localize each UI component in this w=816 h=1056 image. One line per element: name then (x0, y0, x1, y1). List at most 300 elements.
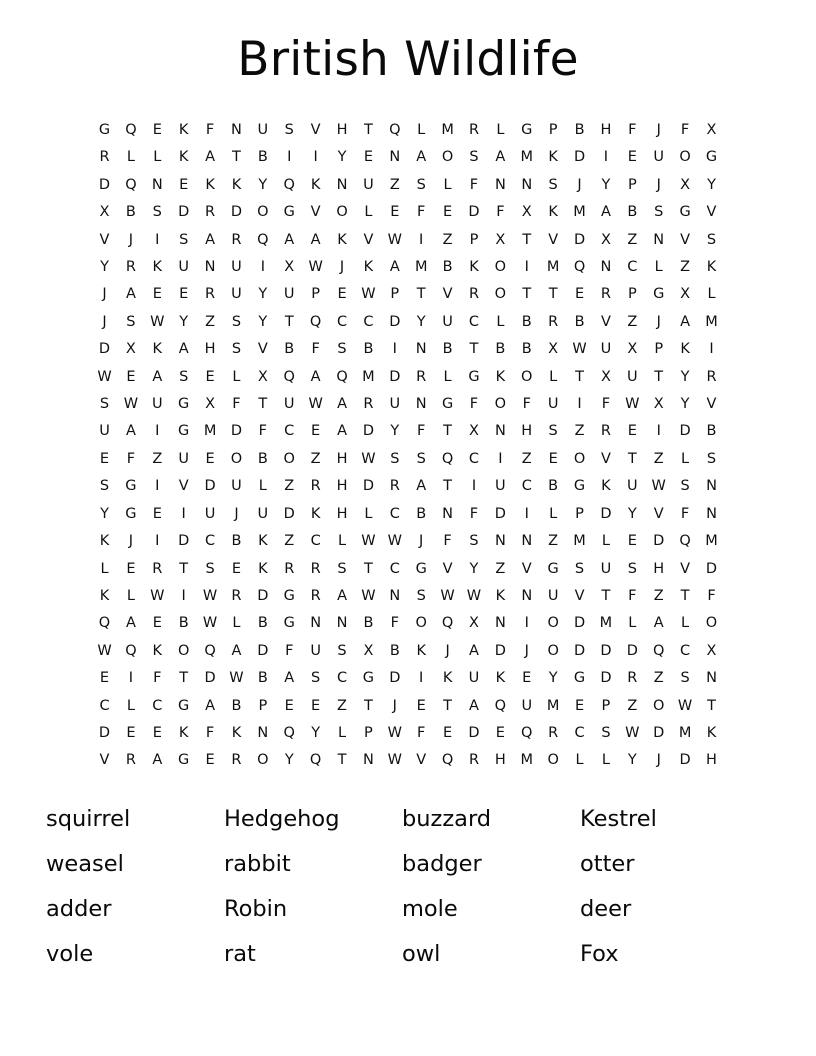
puzzle-cell[interactable]: V (442, 560, 453, 577)
puzzle-cell[interactable]: T (443, 423, 453, 440)
puzzle-cell[interactable]: N (231, 122, 242, 138)
puzzle-cell[interactable]: K (178, 149, 189, 166)
puzzle-cell[interactable]: L (681, 615, 690, 632)
word-list-item[interactable]: rat (224, 941, 256, 967)
puzzle-cell[interactable]: V (178, 478, 189, 495)
puzzle-cell[interactable]: X (257, 368, 268, 385)
puzzle-cell[interactable]: C (521, 478, 532, 495)
puzzle-cell[interactable]: F (469, 505, 479, 522)
puzzle-cell[interactable]: L (126, 149, 135, 166)
puzzle-cell[interactable]: S (284, 122, 294, 138)
puzzle-cell[interactable]: Y (337, 149, 347, 166)
puzzle-cell[interactable]: F (258, 423, 268, 440)
puzzle-cell[interactable]: E (311, 697, 321, 714)
puzzle-cell[interactable]: R (205, 204, 216, 221)
puzzle-cell[interactable]: J (419, 533, 424, 550)
puzzle-cell[interactable]: S (337, 642, 347, 659)
puzzle-cell[interactable]: D (573, 642, 586, 659)
puzzle-cell[interactable]: M (362, 368, 375, 385)
puzzle-cell[interactable]: S (390, 450, 400, 467)
puzzle-cell[interactable]: R (468, 752, 480, 769)
puzzle-cell[interactable]: P (390, 286, 400, 303)
puzzle-cell[interactable]: L (126, 697, 135, 714)
puzzle-cell[interactable]: D (362, 423, 374, 440)
puzzle-cell[interactable]: E (627, 149, 637, 166)
puzzle-cell[interactable]: S (311, 670, 321, 687)
puzzle-cell[interactable]: W (150, 587, 165, 604)
puzzle-cell[interactable]: O (547, 642, 559, 659)
puzzle-cell[interactable]: X (521, 204, 532, 221)
puzzle-cell[interactable]: K (495, 670, 506, 687)
puzzle-cell[interactable]: C (336, 670, 348, 687)
puzzle-cell[interactable]: R (310, 587, 321, 604)
puzzle-cell[interactable]: Y (416, 313, 426, 330)
puzzle-cell[interactable]: B (548, 478, 559, 495)
puzzle-cell[interactable]: W (466, 587, 482, 604)
puzzle-cell[interactable]: B (389, 642, 400, 659)
puzzle-cell[interactable]: D (653, 724, 665, 741)
puzzle-cell[interactable]: D (653, 533, 665, 550)
puzzle-cell[interactable]: D (626, 642, 638, 659)
puzzle-cell[interactable]: I (155, 478, 160, 495)
puzzle-cell[interactable]: C (574, 724, 585, 741)
puzzle-cell[interactable]: Y (680, 368, 690, 385)
puzzle-cell[interactable]: E (179, 286, 189, 303)
puzzle-cell[interactable]: C (363, 313, 374, 330)
puzzle-cell[interactable]: A (389, 259, 400, 276)
puzzle-cell[interactable]: L (443, 176, 452, 193)
puzzle-cell[interactable]: V (680, 231, 691, 248)
puzzle-cell[interactable]: L (443, 368, 452, 385)
puzzle-cell[interactable]: P (311, 286, 320, 303)
puzzle-cell[interactable]: Z (442, 231, 453, 248)
puzzle-cell[interactable]: D (362, 478, 374, 495)
word-list-item[interactable]: buzzard (402, 806, 492, 832)
puzzle-cell[interactable]: Z (205, 313, 216, 330)
puzzle-cell[interactable]: E (548, 450, 558, 467)
puzzle-cell[interactable]: E (205, 368, 215, 385)
puzzle-cell[interactable]: I (155, 231, 160, 248)
puzzle-cell[interactable]: K (680, 341, 690, 358)
puzzle-cell[interactable]: R (627, 670, 638, 687)
puzzle-cell[interactable]: D (98, 176, 111, 193)
puzzle-cell[interactable]: H (336, 450, 348, 467)
puzzle-cell[interactable]: Z (284, 533, 295, 550)
puzzle-cell[interactable]: K (363, 259, 374, 276)
puzzle-cell[interactable]: W (361, 533, 376, 550)
puzzle-cell[interactable]: M (546, 697, 560, 714)
puzzle-cell[interactable]: Q (521, 724, 533, 741)
puzzle-cell[interactable]: B (574, 122, 585, 138)
puzzle-cell[interactable]: Y (707, 176, 716, 193)
puzzle-cell[interactable]: B (257, 615, 268, 632)
puzzle-cell[interactable]: U (468, 670, 480, 687)
puzzle-cell[interactable]: Z (627, 313, 638, 330)
puzzle-cell[interactable]: S (706, 450, 717, 467)
puzzle-cell[interactable]: E (627, 423, 637, 440)
puzzle-cell[interactable]: P (548, 122, 558, 138)
puzzle-cell[interactable]: L (575, 752, 584, 769)
puzzle-cell[interactable]: U (283, 396, 295, 413)
puzzle-cell[interactable]: I (419, 231, 424, 248)
puzzle-cell[interactable]: D (389, 670, 401, 687)
puzzle-cell[interactable]: K (178, 724, 189, 741)
puzzle-cell[interactable]: A (337, 587, 347, 604)
puzzle-cell[interactable]: G (98, 122, 111, 138)
puzzle-cell[interactable]: U (547, 587, 559, 604)
puzzle-cell[interactable]: A (653, 615, 664, 632)
puzzle-cell[interactable]: F (496, 204, 505, 221)
puzzle-cell[interactable]: F (680, 122, 690, 138)
puzzle-cell[interactable]: Z (627, 231, 638, 248)
puzzle-cell[interactable]: J (656, 122, 661, 138)
puzzle-cell[interactable]: T (707, 697, 716, 714)
puzzle-cell[interactable]: B (363, 341, 374, 358)
puzzle-cell[interactable]: K (99, 587, 110, 604)
puzzle-cell[interactable]: S (231, 313, 242, 330)
puzzle-cell[interactable]: S (152, 204, 162, 221)
puzzle-cell[interactable]: G (653, 286, 665, 303)
puzzle-cell[interactable]: U (363, 176, 374, 193)
puzzle-cell[interactable]: S (416, 176, 426, 193)
puzzle-cell[interactable]: G (178, 396, 190, 413)
puzzle-cell[interactable]: Q (679, 533, 691, 550)
puzzle-cell[interactable]: U (178, 450, 189, 467)
puzzle-cell[interactable]: A (205, 697, 216, 714)
puzzle-cell[interactable]: E (627, 533, 637, 550)
puzzle-cell[interactable]: I (128, 670, 134, 687)
puzzle-cell[interactable]: Y (548, 670, 558, 687)
puzzle-cell[interactable]: D (204, 478, 216, 495)
puzzle-cell[interactable]: C (468, 450, 480, 467)
puzzle-cell[interactable]: L (549, 368, 558, 385)
puzzle-cell[interactable]: E (390, 204, 400, 221)
puzzle-cell[interactable]: K (495, 368, 506, 385)
puzzle-cell[interactable]: S (601, 724, 611, 741)
puzzle-cell[interactable]: X (680, 176, 691, 193)
puzzle-cell[interactable]: W (202, 615, 218, 632)
puzzle-cell[interactable]: C (389, 560, 400, 577)
puzzle-cell[interactable]: L (258, 478, 267, 495)
puzzle-cell[interactable]: S (205, 560, 215, 577)
puzzle-cell[interactable]: I (419, 670, 424, 687)
puzzle-cell[interactable]: M (546, 259, 560, 276)
puzzle-cell[interactable]: I (287, 149, 292, 166)
puzzle-cell[interactable]: R (468, 122, 480, 138)
puzzle-cell[interactable]: S (469, 149, 479, 166)
puzzle-cell[interactable]: B (442, 341, 453, 358)
puzzle-cell[interactable]: S (126, 313, 136, 330)
puzzle-cell[interactable]: M (441, 122, 454, 138)
puzzle-cell[interactable]: R (600, 286, 611, 303)
puzzle-cell[interactable]: U (600, 560, 612, 577)
word-list-item[interactable]: Robin (224, 896, 288, 922)
puzzle-cell[interactable]: J (445, 642, 450, 659)
puzzle-cell[interactable]: V (600, 313, 611, 330)
puzzle-cell[interactable]: D (600, 642, 612, 659)
puzzle-cell[interactable]: L (654, 259, 663, 276)
puzzle-cell[interactable]: R (99, 149, 110, 166)
puzzle-cell[interactable]: D (600, 505, 612, 522)
puzzle-cell[interactable]: C (680, 642, 691, 659)
puzzle-cell[interactable]: I (524, 615, 529, 632)
puzzle-cell[interactable]: R (363, 396, 374, 413)
puzzle-cell[interactable]: Y (601, 176, 611, 193)
puzzle-cell[interactable]: V (680, 560, 691, 577)
word-list-item[interactable]: adder (46, 896, 112, 922)
puzzle-cell[interactable]: A (205, 231, 216, 248)
word-list-item[interactable]: Kestrel (580, 806, 657, 832)
puzzle-cell[interactable]: M (678, 724, 692, 741)
puzzle-cell[interactable]: Z (653, 450, 664, 467)
puzzle-cell[interactable]: B (284, 341, 295, 358)
puzzle-cell[interactable]: L (496, 122, 505, 138)
puzzle-cell[interactable]: C (389, 505, 400, 522)
puzzle-cell[interactable]: I (603, 149, 609, 166)
puzzle-cell[interactable]: D (389, 313, 401, 330)
puzzle-cell[interactable]: Q (389, 122, 401, 138)
puzzle-cell[interactable]: D (573, 231, 586, 248)
puzzle-cell[interactable]: D (600, 670, 612, 687)
puzzle-cell[interactable]: Z (152, 450, 163, 467)
puzzle-cell[interactable]: Q (653, 642, 665, 659)
puzzle-cell[interactable]: A (152, 752, 163, 769)
puzzle-cell[interactable]: I (313, 149, 318, 166)
puzzle-cell[interactable]: O (705, 615, 718, 632)
puzzle-cell[interactable]: H (521, 423, 533, 440)
puzzle-cell[interactable]: V (442, 286, 453, 303)
puzzle-cell[interactable]: K (99, 533, 110, 550)
puzzle-cell[interactable]: A (205, 149, 216, 166)
puzzle-cell[interactable]: Y (311, 724, 321, 741)
puzzle-cell[interactable]: K (337, 231, 347, 248)
puzzle-cell[interactable]: Z (653, 670, 664, 687)
puzzle-cell[interactable]: O (679, 149, 691, 166)
puzzle-cell[interactable]: I (181, 505, 186, 522)
puzzle-cell[interactable]: U (178, 259, 189, 276)
puzzle-cell[interactable]: I (498, 450, 503, 467)
puzzle-cell[interactable]: O (283, 450, 295, 467)
puzzle-cell[interactable]: E (99, 450, 110, 467)
puzzle-cell[interactable]: E (126, 368, 136, 385)
puzzle-cell[interactable]: P (654, 341, 664, 358)
puzzle-cell[interactable]: S (416, 450, 426, 467)
puzzle-cell[interactable]: I (524, 505, 529, 522)
puzzle-cell[interactable]: U (99, 423, 110, 440)
puzzle-cell[interactable]: N (600, 259, 612, 276)
puzzle-cell[interactable]: Q (257, 231, 269, 248)
puzzle-cell[interactable]: E (99, 670, 110, 687)
word-list-item[interactable]: Fox (580, 941, 619, 967)
puzzle-cell[interactable]: N (706, 478, 717, 495)
puzzle-cell[interactable]: F (417, 423, 426, 440)
puzzle-cell[interactable]: N (706, 505, 717, 522)
puzzle-cell[interactable]: M (705, 533, 718, 550)
puzzle-cell[interactable]: G (178, 752, 190, 769)
puzzle-cell[interactable]: F (126, 450, 136, 467)
puzzle-cell[interactable]: T (232, 149, 241, 166)
puzzle-cell[interactable]: T (258, 396, 268, 413)
puzzle-cell[interactable]: I (181, 587, 186, 604)
puzzle-cell[interactable]: J (102, 286, 107, 303)
puzzle-cell[interactable]: K (152, 341, 163, 358)
puzzle-cell[interactable]: Z (284, 478, 295, 495)
puzzle-cell[interactable]: E (574, 697, 585, 714)
puzzle-cell[interactable]: T (337, 752, 347, 769)
puzzle-cell[interactable]: T (601, 587, 611, 604)
puzzle-cell[interactable]: N (494, 615, 506, 632)
puzzle-cell[interactable]: T (548, 286, 558, 303)
puzzle-cell[interactable]: B (231, 697, 242, 714)
puzzle-cell[interactable]: Q (309, 752, 322, 769)
puzzle-cell[interactable]: E (179, 176, 189, 193)
puzzle-cell[interactable]: A (416, 478, 427, 495)
puzzle-cell[interactable]: W (97, 642, 112, 659)
puzzle-cell[interactable]: C (627, 259, 638, 276)
puzzle-cell[interactable]: L (417, 122, 426, 138)
puzzle-cell[interactable]: R (389, 478, 400, 495)
puzzle-cell[interactable]: R (310, 478, 321, 495)
puzzle-cell[interactable]: A (152, 368, 163, 385)
puzzle-cell[interactable]: G (547, 560, 559, 577)
puzzle-cell[interactable]: Q (204, 642, 216, 659)
puzzle-cell[interactable]: O (494, 259, 507, 276)
puzzle-cell[interactable]: D (178, 533, 190, 550)
puzzle-cell[interactable]: J (102, 313, 107, 330)
puzzle-cell[interactable]: P (364, 724, 373, 741)
puzzle-cell[interactable]: U (231, 259, 242, 276)
puzzle-cell[interactable]: N (442, 505, 454, 522)
puzzle-cell[interactable]: M (520, 752, 534, 769)
puzzle-cell[interactable]: S (231, 341, 242, 358)
puzzle-cell[interactable]: D (494, 505, 506, 522)
puzzle-cell[interactable]: K (152, 259, 163, 276)
puzzle-cell[interactable]: F (680, 505, 690, 522)
puzzle-cell[interactable]: A (600, 204, 611, 221)
puzzle-cell[interactable]: R (125, 259, 136, 276)
puzzle-cell[interactable]: O (494, 286, 507, 303)
word-list-item[interactable]: mole (402, 896, 458, 922)
puzzle-cell[interactable]: G (283, 587, 295, 604)
puzzle-cell[interactable]: Q (441, 752, 454, 769)
puzzle-cell[interactable]: M (203, 423, 217, 440)
puzzle-cell[interactable]: M (520, 149, 534, 166)
puzzle-cell[interactable]: V (310, 122, 321, 138)
puzzle-cell[interactable]: I (471, 478, 477, 495)
puzzle-cell[interactable]: U (204, 505, 216, 522)
puzzle-cell[interactable]: J (656, 313, 661, 330)
puzzle-cell[interactable]: S (337, 560, 347, 577)
puzzle-cell[interactable]: Y (258, 176, 268, 193)
puzzle-cell[interactable]: N (494, 533, 506, 550)
puzzle-cell[interactable]: K (442, 670, 453, 687)
puzzle-cell[interactable]: D (257, 642, 269, 659)
puzzle-cell[interactable]: P (601, 697, 611, 714)
puzzle-cell[interactable]: K (178, 122, 189, 138)
puzzle-cell[interactable]: W (97, 368, 112, 385)
puzzle-cell[interactable]: V (99, 752, 110, 769)
puzzle-cell[interactable]: B (178, 615, 189, 632)
puzzle-cell[interactable]: K (706, 259, 717, 276)
puzzle-cell[interactable]: U (653, 149, 665, 166)
puzzle-cell[interactable]: O (547, 615, 559, 632)
puzzle-cell[interactable]: S (706, 231, 717, 248)
puzzle-cell[interactable]: S (548, 176, 558, 193)
puzzle-cell[interactable]: X (653, 396, 664, 413)
puzzle-cell[interactable]: W (572, 341, 587, 358)
puzzle-cell[interactable]: Y (258, 286, 268, 303)
puzzle-cell[interactable]: W (387, 752, 402, 769)
puzzle-cell[interactable]: W (361, 450, 376, 467)
puzzle-cell[interactable]: J (392, 697, 397, 714)
puzzle-cell[interactable]: L (496, 313, 505, 330)
puzzle-cell[interactable]: Q (125, 176, 137, 193)
puzzle-cell[interactable]: S (99, 396, 110, 413)
puzzle-cell[interactable]: Q (309, 313, 322, 330)
puzzle-cell[interactable]: X (600, 231, 611, 248)
word-list-item[interactable]: vole (46, 941, 94, 967)
puzzle-cell[interactable]: Q (125, 642, 137, 659)
word-list-item[interactable]: squirrel (46, 806, 131, 832)
puzzle-cell[interactable]: L (153, 149, 162, 166)
puzzle-cell[interactable]: G (283, 615, 295, 632)
puzzle-cell[interactable]: V (310, 204, 321, 221)
puzzle-cell[interactable]: L (364, 505, 373, 522)
puzzle-cell[interactable]: K (205, 176, 215, 193)
puzzle-cell[interactable]: Q (441, 450, 454, 467)
puzzle-cell[interactable]: Y (179, 313, 189, 330)
puzzle-cell[interactable]: T (522, 286, 532, 303)
puzzle-cell[interactable]: X (495, 231, 506, 248)
puzzle-cell[interactable]: L (337, 533, 347, 550)
puzzle-cell[interactable]: N (389, 149, 401, 166)
puzzle-cell[interactable]: U (310, 642, 321, 659)
puzzle-cell[interactable]: O (653, 697, 665, 714)
puzzle-cell[interactable]: V (99, 231, 110, 248)
puzzle-cell[interactable]: V (706, 204, 717, 221)
puzzle-cell[interactable]: L (681, 450, 690, 467)
puzzle-cell[interactable]: Z (627, 697, 638, 714)
puzzle-cell[interactable]: K (231, 724, 242, 741)
puzzle-cell[interactable]: E (337, 286, 347, 303)
puzzle-cell[interactable]: Q (283, 368, 295, 385)
puzzle-cell[interactable]: V (706, 396, 717, 413)
puzzle-cell[interactable]: E (205, 752, 215, 769)
puzzle-cell[interactable]: T (179, 560, 189, 577)
puzzle-cell[interactable]: W (308, 396, 323, 413)
puzzle-cell[interactable]: S (654, 204, 664, 221)
puzzle-cell[interactable]: W (229, 670, 244, 687)
puzzle-cell[interactable]: U (600, 341, 612, 358)
puzzle-cell[interactable]: B (627, 204, 638, 221)
puzzle-cell[interactable]: N (653, 231, 665, 248)
puzzle-cell[interactable]: F (628, 587, 637, 604)
puzzle-cell[interactable]: K (469, 259, 479, 276)
puzzle-cell[interactable]: E (126, 724, 136, 741)
puzzle-cell[interactable]: K (310, 176, 321, 193)
puzzle-cell[interactable]: X (363, 642, 374, 659)
puzzle-cell[interactable]: I (656, 423, 661, 440)
puzzle-cell[interactable]: G (178, 697, 190, 714)
puzzle-cell[interactable]: R (548, 313, 559, 330)
puzzle-cell[interactable]: T (680, 587, 690, 604)
puzzle-cell[interactable]: N (336, 615, 348, 632)
puzzle-cell[interactable]: O (547, 752, 559, 769)
puzzle-cell[interactable]: J (656, 752, 661, 769)
puzzle-cell[interactable]: F (417, 204, 426, 221)
puzzle-cell[interactable]: A (337, 396, 347, 413)
puzzle-cell[interactable]: Q (283, 176, 295, 193)
